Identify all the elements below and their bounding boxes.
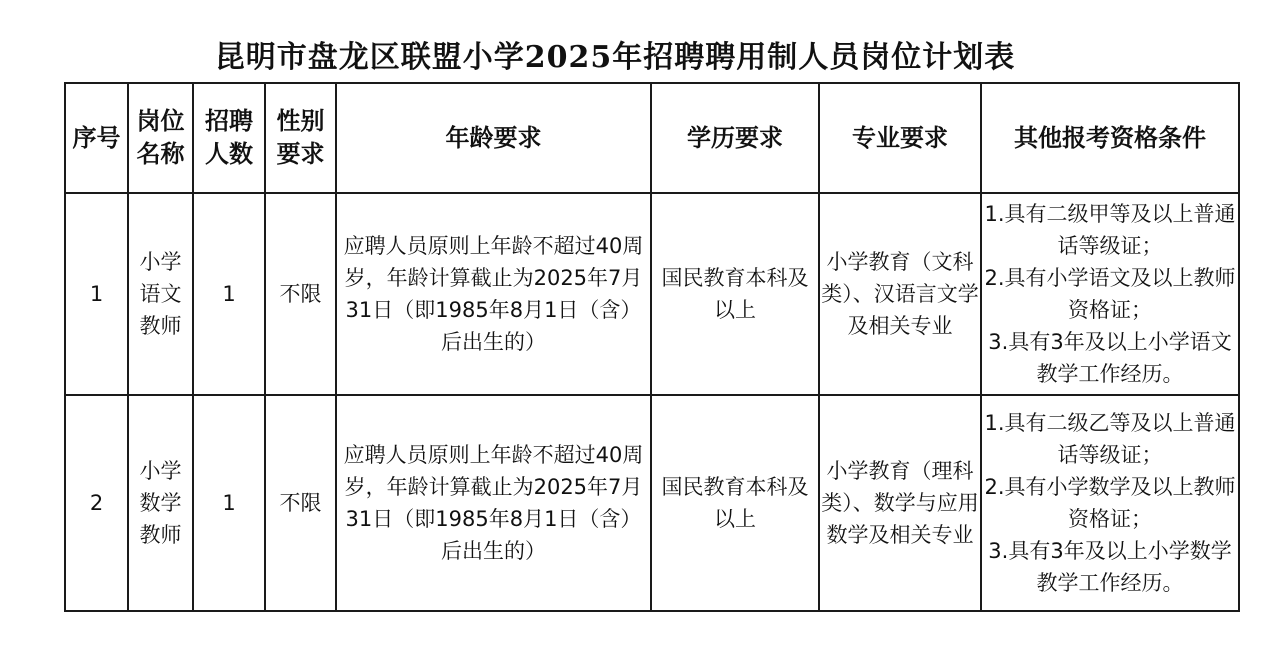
cell-education: 国民教育本科及以上 <box>651 395 819 611</box>
cell-age: 应聘人员原则上年龄不超过40周岁，年龄计算截止为2025年7月31日（即1985年8月1日（含）后出生的） <box>336 395 651 611</box>
cell-seq: 1 <box>65 193 128 395</box>
condition-item: 2.具有小学数学及以上教师资格证； <box>984 475 1236 531</box>
condition-item: 3.具有3年及以上小学数学教学工作经历。 <box>988 539 1232 595</box>
table-header-row <box>65 83 1239 193</box>
header-position: 岗位名称 <box>128 83 193 193</box>
table-row <box>65 193 1239 395</box>
cell-position: 小学数学教师 <box>128 395 193 611</box>
recruitment-plan-table <box>64 82 1240 612</box>
cell-count: 1 <box>193 395 265 611</box>
cell-other-conditions <box>981 193 1239 395</box>
header-major: 专业要求 <box>819 83 981 193</box>
cell-age: 应聘人员原则上年龄不超过40周岁，年龄计算截止为2025年7月31日（即1985年8月1日（含）后出生的） <box>336 193 651 395</box>
cell-position: 小学语文教师 <box>128 193 193 395</box>
header-seq: 序号 <box>65 83 128 193</box>
header-gender: 性别要求 <box>265 83 336 193</box>
cell-other-conditions <box>981 395 1239 611</box>
cell-gender: 不限 <box>265 193 336 395</box>
condition-item: 1.具有二级甲等及以上普通话等级证； <box>984 202 1236 258</box>
condition-item: 1.具有二级乙等及以上普通话等级证； <box>984 411 1236 467</box>
cell-seq: 2 <box>65 395 128 611</box>
table-row <box>65 395 1239 611</box>
header-other: 其他报考资格条件 <box>981 83 1239 193</box>
cell-gender: 不限 <box>265 395 336 611</box>
cell-major: 小学教育（理科类）、数学与应用数学及相关专业 <box>819 395 981 611</box>
cell-education: 国民教育本科及以上 <box>651 193 819 395</box>
condition-item: 2.具有小学语文及以上教师资格证； <box>984 266 1236 322</box>
header-count: 招聘人数 <box>193 83 265 193</box>
header-education: 学历要求 <box>651 83 819 193</box>
cell-count: 1 <box>193 193 265 395</box>
cell-major: 小学教育（文科类）、汉语言文学及相关专业 <box>819 193 981 395</box>
page-title: 昆明市盘龙区联盟小学2025年招聘聘用制人员岗位计划表 <box>214 40 1016 75</box>
condition-item: 3.具有3年及以上小学语文教学工作经历。 <box>988 330 1232 386</box>
header-age: 年龄要求 <box>336 83 651 193</box>
